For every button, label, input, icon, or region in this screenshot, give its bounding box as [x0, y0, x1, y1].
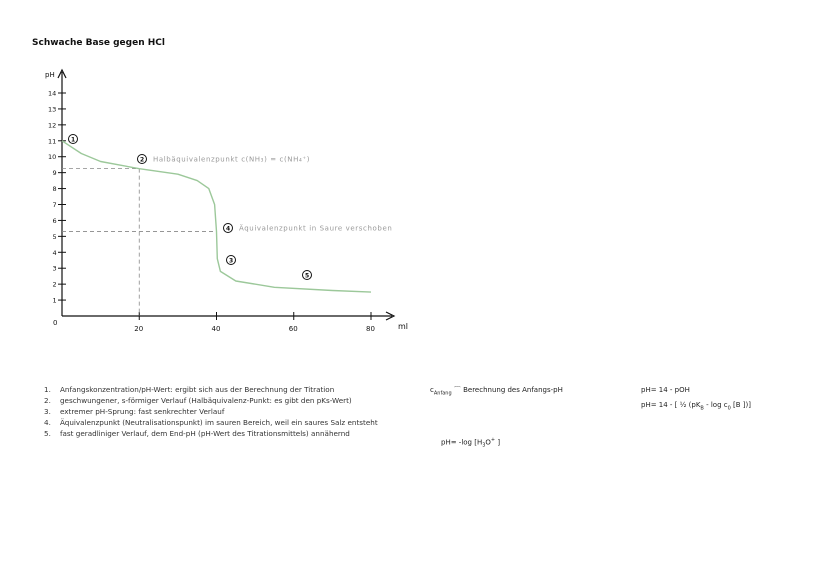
- y-tick-label: 9: [52, 169, 57, 178]
- x-tick-label: 20: [134, 325, 144, 333]
- y-tick-label: 5: [52, 232, 57, 241]
- note-sub: 3: [482, 442, 486, 449]
- x-axis-label: ml: [398, 322, 409, 331]
- note-text: [B ])]: [730, 401, 751, 409]
- annotation-number: 2: [140, 156, 145, 164]
- list-item: [44, 395, 378, 406]
- annotation-label: Halbäquivalenzpunkt c(NH₃) = c(NH₄⁺): [153, 155, 311, 164]
- annotation-number: 4: [226, 225, 231, 233]
- list-number: 2.: [44, 396, 51, 405]
- note-text: - log c: [703, 401, 728, 409]
- list-number: 1.: [44, 385, 51, 394]
- note-text: ]: [495, 438, 501, 447]
- list-text: extremer pH-Sprung: fast senkrechter Verlauf: [60, 407, 225, 416]
- y-tick-label: 6: [52, 216, 57, 225]
- y-tick-label: 11: [48, 137, 57, 146]
- list-item: [44, 384, 378, 395]
- x-tick-label: 60: [288, 325, 298, 333]
- note-sub: Anfang: [433, 390, 452, 397]
- x-tick-label: 80: [366, 325, 375, 333]
- list-number: 3.: [44, 407, 51, 416]
- y-tick-label: 13: [48, 105, 57, 114]
- y-tick-label: 8: [52, 185, 57, 194]
- note-sub: 0: [727, 405, 731, 412]
- note-c-anfang: [430, 385, 563, 396]
- origin-label: 0: [53, 319, 58, 327]
- y-tick-label: 3: [52, 264, 57, 273]
- list-number: 5.: [44, 429, 51, 438]
- note-text: pH= -log [H: [441, 438, 483, 447]
- note-sub: B: [700, 405, 704, 412]
- y-axis-label: pH: [45, 71, 55, 79]
- page-title: Schwache Base gegen HCl: [32, 38, 165, 48]
- y-tick-label: 1: [52, 296, 57, 305]
- formula-ph-base: [641, 401, 751, 411]
- annotation-number: 3: [229, 257, 234, 265]
- explanation-list: [44, 384, 378, 439]
- list-item: [44, 417, 378, 428]
- list-text: Anfangskonzentration/pH-Wert: ergibt sich aus der Berechnung der Titration: [60, 385, 335, 394]
- list-item: [44, 406, 378, 417]
- y-tick-label: 12: [48, 121, 57, 130]
- y-tick-label: 2: [52, 280, 57, 289]
- formula-poh: pH= 14 - pOH: [641, 386, 690, 394]
- list-text: fast geradliniger Verlauf, dem End-pH (pH-Wert des Titrationsmittels) annähernd: [60, 429, 350, 438]
- list-number: 4.: [44, 418, 51, 427]
- note-text: pH= 14 - [ ½ (pK: [641, 401, 701, 409]
- annotation-number: 5: [305, 272, 310, 280]
- formula-ph-acid: [441, 437, 500, 449]
- note-text: ⌒ Berechnung des Anfangs-pH: [453, 386, 563, 394]
- note-sup: +: [490, 437, 496, 443]
- list-item: [44, 428, 378, 439]
- annotation-label: Äquivalenzpunkt in Saure verschoben: [239, 224, 393, 233]
- note-text: O: [485, 438, 491, 447]
- y-tick-label: 14: [48, 89, 57, 98]
- list-text: Äquivalenzpunkt (Neutralisationspunkt) im sauren Bereich, weil ein saures Salz entsteht: [60, 418, 378, 427]
- y-tick-label: 4: [52, 248, 57, 257]
- x-tick-label: 40: [211, 325, 221, 333]
- y-tick-label: 10: [48, 153, 57, 162]
- list-text: geschwungener, s-förmiger Verlauf (Halbäquivalenz-Punkt: es gibt den pKs-Wert): [60, 396, 352, 405]
- note-text: c: [430, 386, 434, 394]
- y-tick-label: 7: [52, 201, 57, 209]
- annotation-number: 1: [71, 136, 76, 144]
